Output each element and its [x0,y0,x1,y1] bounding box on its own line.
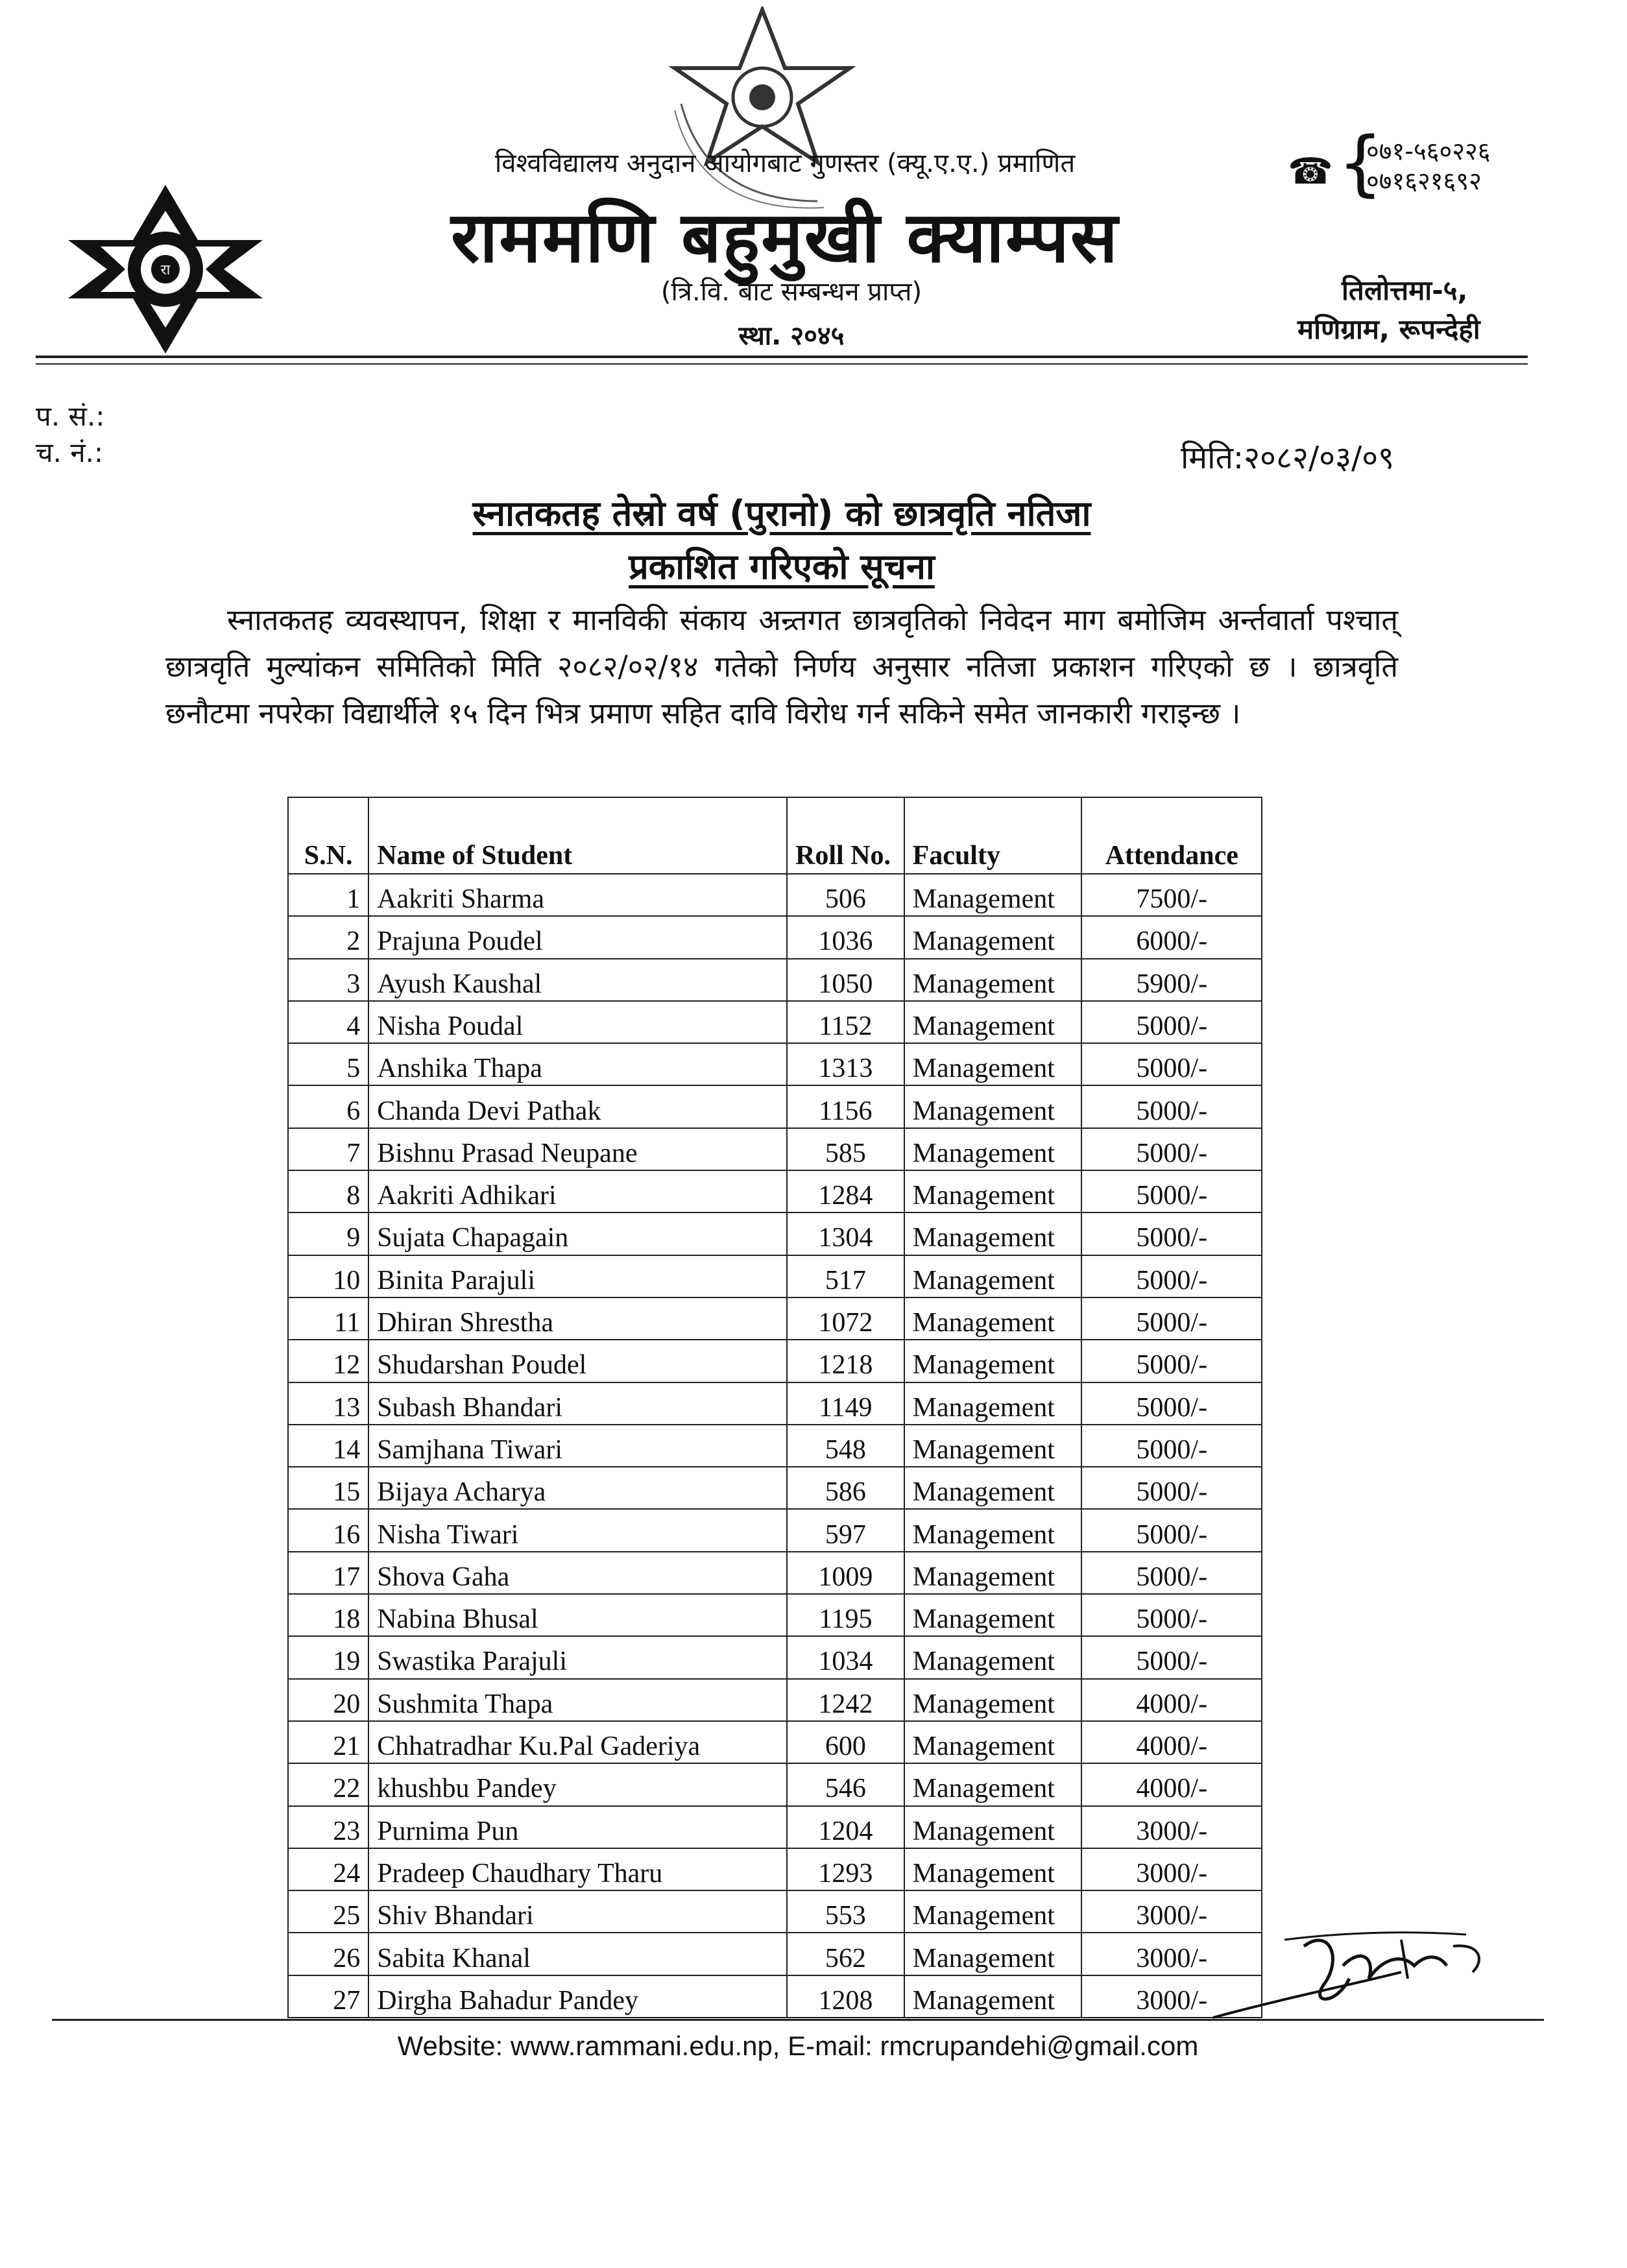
table-row [288,1255,1262,1297]
cell-sn: 9 [288,1212,368,1255]
table-row [288,1170,1262,1212]
cell-student-name: Sujata Chapagain [368,1212,787,1255]
svg-text:रा: रा [160,262,171,278]
cell-roll-no: 1204 [787,1806,904,1848]
cell-faculty: Management [904,1933,1082,1975]
cell-roll-no: 1072 [787,1297,904,1340]
notice-body: स्नातकतह व्यवस्थापन, शिक्षा र मानविकी संकाय अन्र्तगत छात्रवृतिको निवेदन माग बमोजिम अर्न्तवार्ता पश्चात् छात्रवृति मुल्यांकन समितिको मिति २०८२/०२/१४ गतेको निर्णय अनुसार नतिजा प्रकाशन गरिएको छ । छात्रवृति छनौटमा नपरेका विद्यार्थीले १५ दिन भित्र प्रमाण सहित दावि विरोध गर्न सकिने समेत जानकारी गराइन्छ । [165,603,1398,730]
cell-roll-no: 1242 [787,1679,904,1721]
tu-affiliation: (त्रि.वि. बाट सम्बन्धन प्राप्त) [660,277,922,307]
cell-roll-no: 1195 [787,1594,904,1636]
cell-student-name: Anshika Thapa [368,1043,787,1085]
table-row [288,1890,1262,1933]
cell-roll-no: 1009 [787,1552,904,1594]
header-rule-thick [36,356,1528,358]
table-row [288,1763,1262,1805]
table-row [288,1297,1262,1340]
cell-sn: 1 [288,874,368,916]
table-row [288,1552,1262,1594]
cell-roll-no: 553 [787,1890,904,1933]
table-row [288,1806,1262,1848]
cell-student-name: Dhiran Shrestha [368,1297,787,1340]
cell-student-name: khushbu Pandey [368,1763,787,1805]
cell-faculty: Management [904,1001,1082,1043]
cell-attendance: 5000/- [1081,1636,1262,1678]
cell-sn: 20 [288,1679,368,1721]
cell-attendance: 5900/- [1081,959,1262,1001]
cell-sn: 17 [288,1552,368,1594]
table-row [288,1636,1262,1678]
cell-student-name: Samjhana Tiwari [368,1425,787,1467]
cell-faculty: Management [904,1128,1082,1170]
cell-attendance: 5000/- [1081,1509,1262,1551]
cell-student-name: Nabina Bhusal [368,1594,787,1636]
table-row [288,1467,1262,1509]
cell-roll-no: 1208 [787,1975,904,2018]
cell-sn: 18 [288,1594,368,1636]
table-header-row [288,797,1262,874]
campus-emblem-icon [55,185,276,354]
cell-student-name: Shiv Bhandari [368,1890,787,1933]
established-year: स्था. २०४५ [738,321,845,351]
cell-sn: 25 [288,1890,368,1933]
cell-roll-no: 585 [787,1128,904,1170]
notice-title-line-1: स्नातकतह तेस्रो वर्ष (पुरानो) को छात्रवृति नतिजा [472,493,1091,534]
cell-attendance: 4000/- [1081,1679,1262,1721]
cell-sn: 4 [288,1001,368,1043]
cell-faculty: Management [904,1636,1082,1678]
cell-student-name: Shudarshan Poudel [368,1340,787,1382]
table-row [288,1128,1262,1170]
cell-sn: 13 [288,1382,368,1425]
cell-roll-no: 548 [787,1425,904,1467]
table-row [288,916,1262,958]
cell-sn: 15 [288,1467,368,1509]
table-row [288,1382,1262,1425]
cell-faculty: Management [904,1425,1082,1467]
cell-attendance: 3000/- [1081,1806,1262,1848]
cell-sn: 12 [288,1340,368,1382]
cell-sn: 2 [288,916,368,958]
table-row [288,1509,1262,1551]
cell-sn: 21 [288,1721,368,1763]
cell-sn: 8 [288,1170,368,1212]
cell-sn: 22 [288,1763,368,1805]
table-row [288,1340,1262,1382]
cell-roll-no: 1218 [787,1340,904,1382]
footer-contact: Website: www.rammani.edu.np, E-mail: rmcrupandehi@gmail.com [397,2031,1199,2061]
official-seal-stamp-icon [655,6,869,214]
header-attendance: Attendance [1081,797,1262,874]
cell-sn: 24 [288,1848,368,1890]
cell-attendance: 5000/- [1081,1212,1262,1255]
cell-faculty: Management [904,1212,1082,1255]
cell-roll-no: 1304 [787,1212,904,1255]
cell-roll-no: 506 [787,874,904,916]
cell-faculty: Management [904,1340,1082,1382]
cell-roll-no: 517 [787,1255,904,1297]
signature-icon [1207,1920,1505,2031]
cell-attendance: 5000/- [1081,1552,1262,1594]
header-sn: S.N. [288,797,368,874]
table-row [288,874,1262,916]
cell-sn: 19 [288,1636,368,1678]
cell-faculty: Management [904,916,1082,958]
cell-faculty: Management [904,1170,1082,1212]
cell-student-name: Dirgha Bahadur Pandey [368,1975,787,2018]
cell-faculty: Management [904,1721,1082,1763]
cell-student-name: Sabita Khanal [368,1933,787,1975]
cell-faculty: Management [904,1297,1082,1340]
header-roll: Roll No. [787,797,904,874]
notice-date: मिति:२०८२/०३/०९ [1181,440,1395,476]
cell-attendance: 4000/- [1081,1721,1262,1763]
cell-attendance: 3000/- [1081,1975,1262,2018]
cell-faculty: Management [904,1552,1082,1594]
scholarship-results-table [287,797,1262,2018]
cell-attendance: 5000/- [1081,1043,1262,1085]
cell-roll-no: 1156 [787,1085,904,1128]
cell-sn: 27 [288,1975,368,2018]
cell-attendance: 5000/- [1081,1255,1262,1297]
cell-student-name: Nisha Poudal [368,1001,787,1043]
notice-title-line-2: प्रकाशित गरिएको सूचना [629,546,935,587]
table-row [288,959,1262,1001]
cell-faculty: Management [904,1467,1082,1509]
cell-faculty: Management [904,1255,1082,1297]
cell-student-name: Chanda Devi Pathak [368,1085,787,1128]
cell-roll-no: 1149 [787,1382,904,1425]
cell-sn: 7 [288,1128,368,1170]
cell-student-name: Nisha Tiwari [368,1509,787,1551]
cell-student-name: Chhatradhar Ku.Pal Gaderiya [368,1721,787,1763]
table-row [288,1001,1262,1043]
cell-student-name: Subash Bhandari [368,1382,787,1425]
cell-attendance: 3000/- [1081,1933,1262,1975]
cell-attendance: 5000/- [1081,1297,1262,1340]
cell-roll-no: 1293 [787,1848,904,1890]
cell-roll-no: 597 [787,1509,904,1551]
table-row [288,1933,1262,1975]
cell-faculty: Management [904,1594,1082,1636]
cell-attendance: 5000/- [1081,1425,1262,1467]
telephone-icon: ☎ [1288,151,1333,193]
cell-faculty: Management [904,1848,1082,1890]
cell-attendance: 5000/- [1081,1170,1262,1212]
cell-faculty: Management [904,1382,1082,1425]
cell-faculty: Management [904,1509,1082,1551]
cell-attendance: 5000/- [1081,1594,1262,1636]
cell-sn: 10 [288,1255,368,1297]
cell-student-name: Sushmita Thapa [368,1679,787,1721]
cell-faculty: Management [904,874,1082,916]
cell-roll-no: 1050 [787,959,904,1001]
college-name: राममणि बहुमुखी क्याम्पस [451,197,1119,278]
phone-number-1: ०७१-५६०२२६ [1366,137,1491,165]
table-row [288,1721,1262,1763]
cell-student-name: Bishnu Prasad Neupane [368,1128,787,1170]
cell-student-name: Swastika Parajuli [368,1636,787,1678]
cell-student-name: Prajuna Poudel [368,916,787,958]
cell-roll-no: 546 [787,1763,904,1805]
cell-attendance: 5000/- [1081,1340,1262,1382]
table-row [288,1212,1262,1255]
cell-faculty: Management [904,1763,1082,1805]
cell-faculty: Management [904,1975,1082,2018]
cell-roll-no: 600 [787,1721,904,1763]
cell-student-name: Binita Parajuli [368,1255,787,1297]
cell-faculty: Management [904,1679,1082,1721]
cell-student-name: Aakriti Sharma [368,874,787,916]
cell-attendance: 5000/- [1081,1128,1262,1170]
cell-sn: 3 [288,959,368,1001]
table-row [288,1679,1262,1721]
cell-faculty: Management [904,1890,1082,1933]
dispatch-number-label: च. नं.: [36,437,104,468]
cell-attendance: 7500/- [1081,874,1262,916]
cell-roll-no: 562 [787,1933,904,1975]
cell-sn: 6 [288,1085,368,1128]
table-row [288,1085,1262,1128]
reference-number-label: प. सं.: [36,400,105,432]
cell-sn: 26 [288,1933,368,1975]
cell-student-name: Purnima Pun [368,1806,787,1848]
cell-attendance: 5000/- [1081,1467,1262,1509]
cell-attendance: 5000/- [1081,1085,1262,1128]
footer-rule [52,2019,1544,2021]
address-line-2: मणिग्राम, रूपन्देही [1297,313,1480,345]
phone-number-2: ०७१६२१६९२ [1366,167,1482,195]
cell-sn: 16 [288,1509,368,1551]
table-row [288,1975,1262,2018]
table-row [288,1425,1262,1467]
table-row [288,1043,1262,1085]
header-rule-thin [36,363,1528,365]
cell-sn: 11 [288,1297,368,1340]
cell-sn: 14 [288,1425,368,1467]
cell-faculty: Management [904,959,1082,1001]
cell-roll-no: 1152 [787,1001,904,1043]
brace-glyph: { [1338,121,1383,204]
cell-attendance: 6000/- [1081,916,1262,958]
header-faculty: Faculty [904,797,1082,874]
cell-attendance: 5000/- [1081,1382,1262,1425]
cell-roll-no: 1284 [787,1170,904,1212]
table-row [288,1594,1262,1636]
address-line-1: तिलोत्तमा-५, [1342,274,1468,306]
header-name: Name of Student [368,797,787,874]
cell-sn: 23 [288,1806,368,1848]
cell-faculty: Management [904,1043,1082,1085]
cell-attendance: 5000/- [1081,1001,1262,1043]
cell-roll-no: 1313 [787,1043,904,1085]
cell-roll-no: 1036 [787,916,904,958]
cell-faculty: Management [904,1806,1082,1848]
table-row [288,1848,1262,1890]
cell-student-name: Aakriti Adhikari [368,1170,787,1212]
cell-sn: 5 [288,1043,368,1085]
cell-attendance: 3000/- [1081,1848,1262,1890]
cell-student-name: Pradeep Chaudhary Tharu [368,1848,787,1890]
cell-roll-no: 1034 [787,1636,904,1678]
cell-student-name: Bijaya Acharya [368,1467,787,1509]
cell-student-name: Ayush Kaushal [368,959,787,1001]
cell-attendance: 4000/- [1081,1763,1262,1805]
cell-faculty: Management [904,1085,1082,1128]
accreditation-line: विश्वविद्यालय अनुदान आयोगबाट गुणस्तर (क्यू.ए.ए.) प्रमाणित [494,149,1076,178]
cell-student-name: Shova Gaha [368,1552,787,1594]
cell-attendance: 3000/- [1081,1890,1262,1933]
cell-roll-no: 586 [787,1467,904,1509]
